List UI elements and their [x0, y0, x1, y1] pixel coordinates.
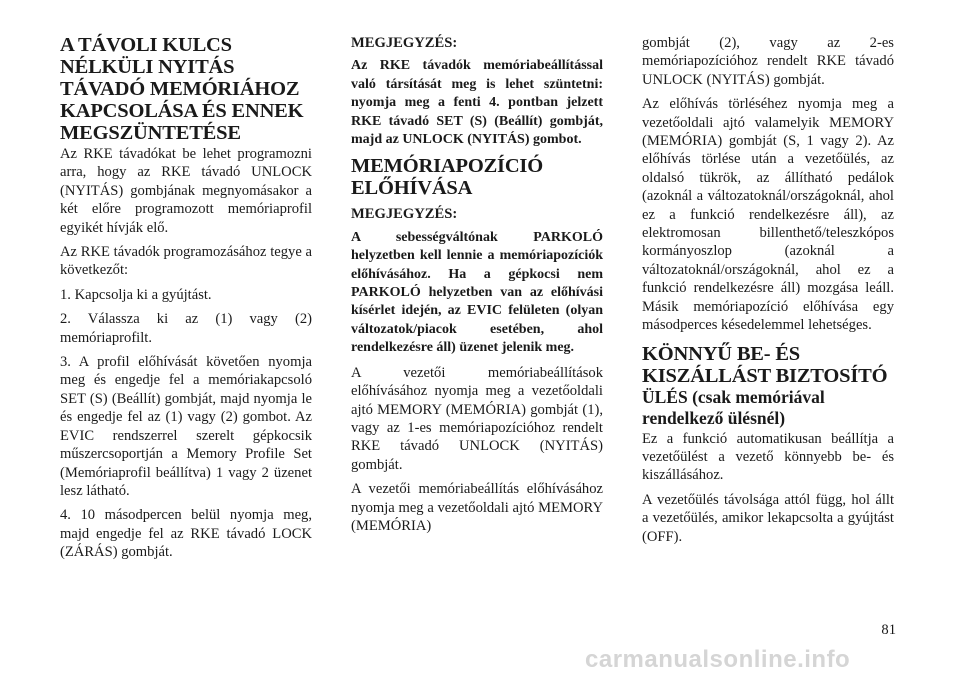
note-label: MEGJEGYZÉS:: [351, 35, 458, 51]
note-text-park: A sebességváltónak PARKOLÓ helyzetben kell lennie a memóriapozíciók előhívásához. Ha a gépkocsi nem PARKOLÓ helyzetben van az előhívási kísérlet idején, az EVIC felületen (olyan változatok/piacok esetében, ahol rendelkezésre áll) üzenet jelenik meg.: [351, 229, 603, 356]
paragraph-easy-entry-2: A vezetőülés távolsága attól függ, hol állt a vezetőülés, amikor lekapcsolta a gyújtást (OFF).: [642, 491, 894, 545]
step-2: 2. Válassza ki az (1) vagy (2) memóriaprofilt.: [60, 311, 312, 346]
note-label: MEGJEGYZÉS:: [351, 206, 458, 223]
paragraph-recall-2-continued: gombját (2), vagy az 2-es memóriapozícióhoz rendelt RKE távadó UNLOCK (NYITÁS) gombját.: [642, 35, 894, 88]
paragraph-recall-2: A vezetői memóriabeállítás előhívásához nyomja meg a vezetőoldali ajtó MEMORY (MEMÓRIA): [351, 481, 603, 534]
step-1: 1. Kapcsolja ki a gyújtást.: [60, 286, 212, 303]
paragraph-cancel-recall: Az előhívás törléséhez nyomja meg a vezetőoldali ajtó valamelyik MEMORY (MEMÓRIA) gombját (S, 1 vagy 2). Az előhívás törlése után a vezetőülés, az oldalsó tükrök, az állítható pedálok (azoknál a változatoknál/országoknál, ahol ez a funkció rendelkezésre áll), az elektromosan billenthető/teleszkópos kormányoszlop (azoknál a változatoknál/országoknál, ahol ez a funkció rendelkezésre áll) mozgása leáll. Másik memóriapozíció előhívása egy másodperces késedelemmel lehetséges.: [642, 96, 894, 334]
paragraph-recall-1: A vezetői memóriabeállítások előhívásához nyomja meg a vezetőoldali ajtó MEMORY (MEMÓRIA) gombját (1), vagy az 1-es memóriapozícióhoz rendelt RKE távadó UNLOCK (NYITÁS) gombját.: [351, 364, 603, 473]
paragraph-easy-entry-1: Ez a funkció automatikusan beállítja a vezetőülést a vezető könnyebb be- és kiszállásához.: [642, 430, 894, 484]
section-heading-rke-link: A TÁVOLI KULCS NÉLKÜLI NYITÁS TÁVADÓ MEMÓRIÁHOZ KAPCSOLÁSA ÉS ENNEK MEGSZÜNTETÉSE: [60, 34, 304, 144]
note-text-unlink: Az RKE távadók memóriabeállítással való társítását meg is lehet szüntetni: nyomja meg a fenti 4. pontban jelzett RKE távadó SET (S) (Beállít) gombját, majd az UNLOCK (NYITÁS) gombot.: [351, 58, 603, 148]
step-3: 3. A profil előhívását követően nyomja meg és engedje fel a memóriakapcsoló SET (S) (Beállít) gombját, majd nyomja le és engedje fel az (1) vagy (2) gombot. Az EVIC rendszerrel szerelt gépkocsik műszercsoportján a Memory Profile Set (Memóriaprofil beállítva) 1 vagy 2 üzenet lesz látható.: [60, 354, 312, 499]
column-middle: [351, 34, 603, 541]
section-heading-easy-entry: KÖNNYŰ BE- ÉS KISZÁLLÁST BIZTOSÍTÓ: [642, 342, 888, 387]
column-left: [60, 34, 312, 568]
paragraph-rke-intro: Az RKE távadókat be lehet programozni arra, hogy az RKE távadó UNLOCK (NYITÁS) gombjának megnyomásakor a két előre programozott memóriaprofil egyikét hívják elő.: [60, 146, 312, 236]
page-number: 81: [881, 622, 896, 638]
paragraph-rke-programming: Az RKE távadók programozásához tegye a következőt:: [60, 244, 312, 279]
section-heading-memory-recall: MEMÓRIAPOZÍCIÓ ELŐHÍVÁSA: [351, 155, 543, 200]
watermark: carmanualsonline.info: [585, 646, 851, 673]
step-4: 4. 10 másodpercen belül nyomja meg, majd engedje fel az RKE távadó LOCK (ZÁRÁS) gombját.: [60, 507, 312, 561]
column-right: [642, 34, 894, 552]
section-subheading-easy-entry: ÜLÉS (csak memóriával rendelkező ülésnél): [642, 386, 825, 428]
